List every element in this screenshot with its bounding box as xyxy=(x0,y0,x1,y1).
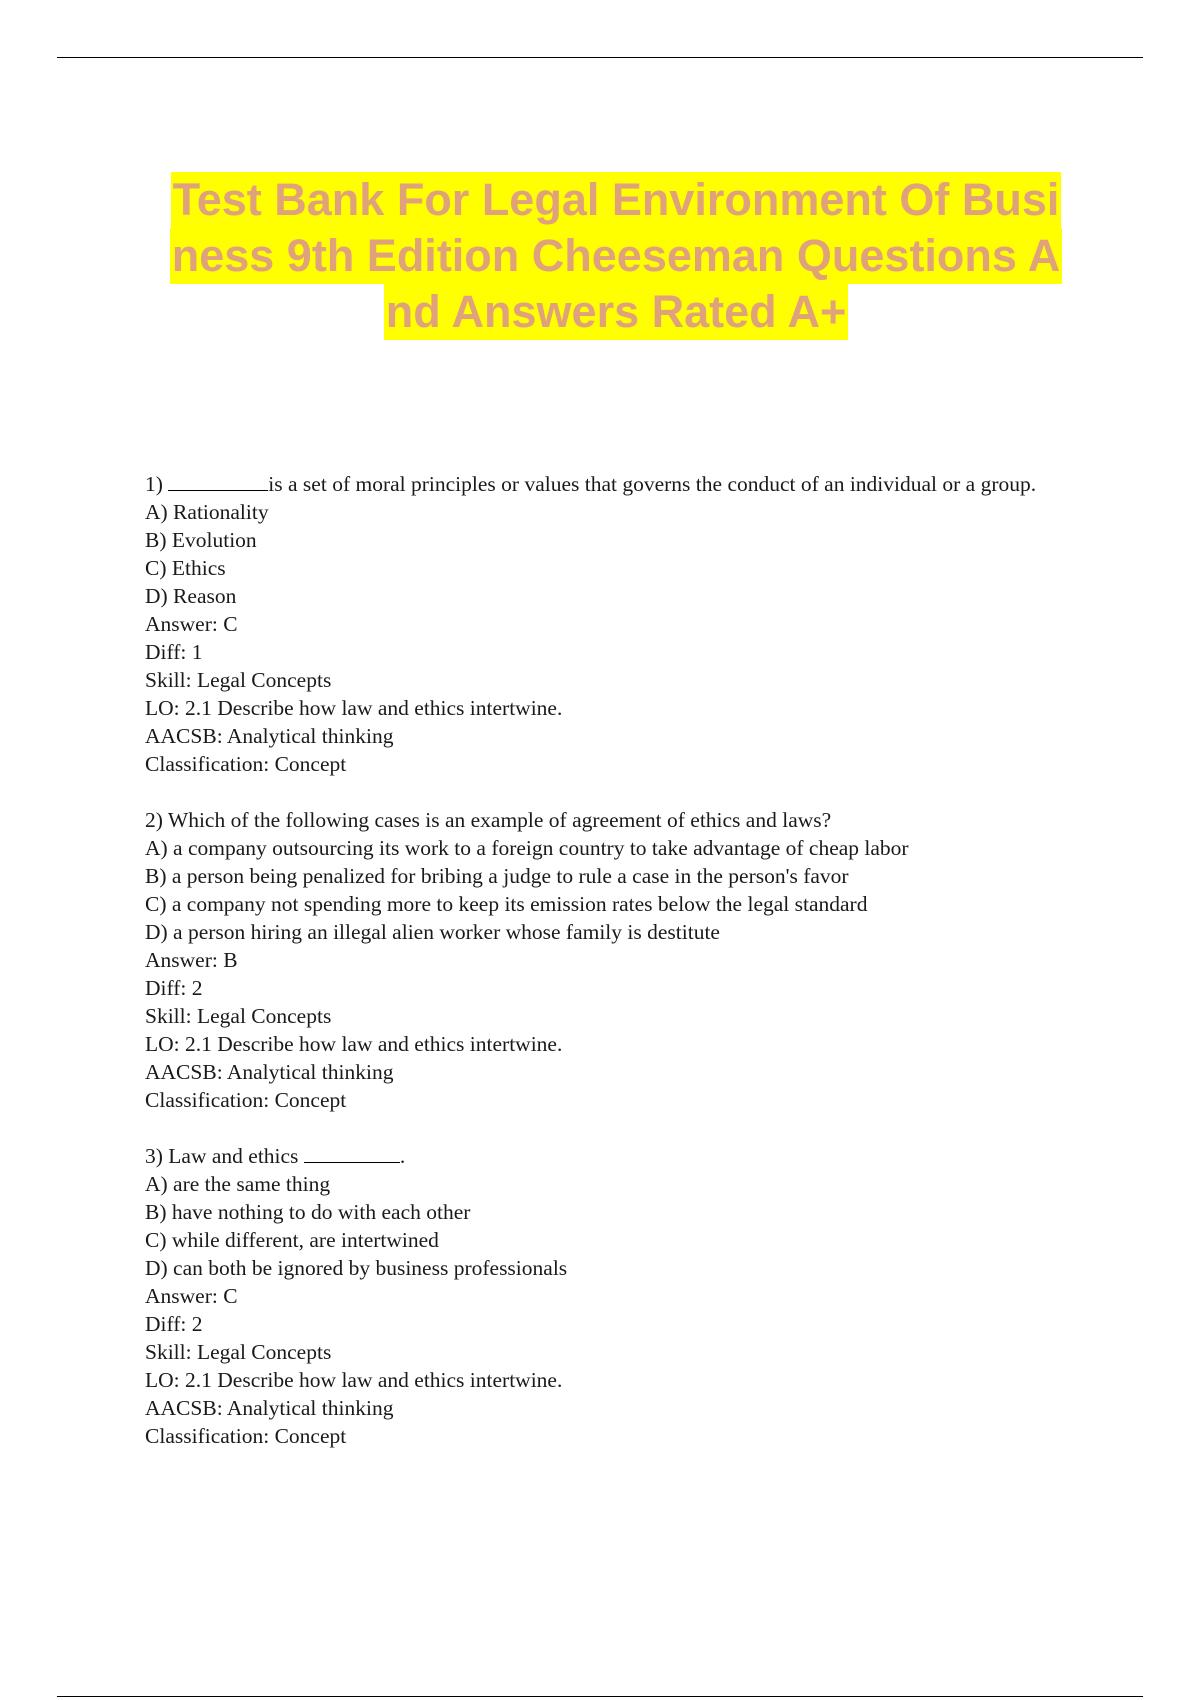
diff-line: Diff: 1 xyxy=(145,640,203,664)
diff-line: Diff: 2 xyxy=(145,1312,203,1336)
question-1 xyxy=(145,470,1075,778)
questions-list xyxy=(145,470,1075,1478)
question-prompt: 1) is a set of moral principles or values that governs the conduct of an individual or a group. xyxy=(145,472,1037,496)
title-line-1: Test Bank For Legal Environment Of Busi xyxy=(171,172,1062,228)
skill-line: Skill: Legal Concepts xyxy=(145,1004,332,1028)
lo-line: LO: 2.1 Describe how law and ethics intertwine. xyxy=(145,696,563,720)
lo-line: LO: 2.1 Describe how law and ethics intertwine. xyxy=(145,1032,563,1056)
classification-line: Classification: Concept xyxy=(145,752,347,776)
option-b: B) a person being penalized for bribing a judge to rule a case in the person's favor xyxy=(145,864,849,888)
option-a: A) a company outsourcing its work to a foreign country to take advantage of cheap labor xyxy=(145,836,909,860)
option-a: A) Rationality xyxy=(145,500,269,524)
question-3 xyxy=(145,1142,1075,1450)
option-d: D) can both be ignored by business professionals xyxy=(145,1256,568,1280)
top-rule xyxy=(57,57,1143,58)
option-a: A) are the same thing xyxy=(145,1172,331,1196)
diff-line: Diff: 2 xyxy=(145,976,203,1000)
answer-blank xyxy=(304,1142,400,1163)
classification-line: Classification: Concept xyxy=(145,1424,347,1448)
question-prompt: 3) Law and ethics . xyxy=(145,1144,406,1168)
aacsb-line: AACSB: Analytical thinking xyxy=(145,1060,394,1084)
skill-line: Skill: Legal Concepts xyxy=(145,668,332,692)
aacsb-line: AACSB: Analytical thinking xyxy=(145,724,394,748)
option-c: C) Ethics xyxy=(145,556,226,580)
answer-blank xyxy=(168,470,268,491)
title-line-2: ness 9th Edition Cheeseman Questions A xyxy=(170,228,1063,284)
answer-line: Answer: C xyxy=(145,612,238,636)
option-c: C) a company not spending more to keep its emission rates below the legal standard xyxy=(145,892,868,916)
skill-line: Skill: Legal Concepts xyxy=(145,1340,332,1364)
question-2 xyxy=(145,806,1075,1114)
answer-line: Answer: C xyxy=(145,1284,238,1308)
option-b: B) Evolution xyxy=(145,528,257,552)
option-d: D) a person hiring an illegal alien worker whose family is destitute xyxy=(145,920,720,944)
answer-line: Answer: B xyxy=(145,948,238,972)
classification-line: Classification: Concept xyxy=(145,1088,347,1112)
question-prompt: 2) Which of the following cases is an example of agreement of ethics and laws? xyxy=(145,808,832,832)
bottom-rule xyxy=(57,1696,1143,1697)
title-line-3: nd Answers Rated A+ xyxy=(384,284,849,340)
option-b: B) have nothing to do with each other xyxy=(145,1200,471,1224)
document-title xyxy=(138,172,1094,340)
option-c: C) while different, are intertwined xyxy=(145,1228,439,1252)
option-d: D) Reason xyxy=(145,584,237,608)
lo-line: LO: 2.1 Describe how law and ethics intertwine. xyxy=(145,1368,563,1392)
aacsb-line: AACSB: Analytical thinking xyxy=(145,1396,394,1420)
